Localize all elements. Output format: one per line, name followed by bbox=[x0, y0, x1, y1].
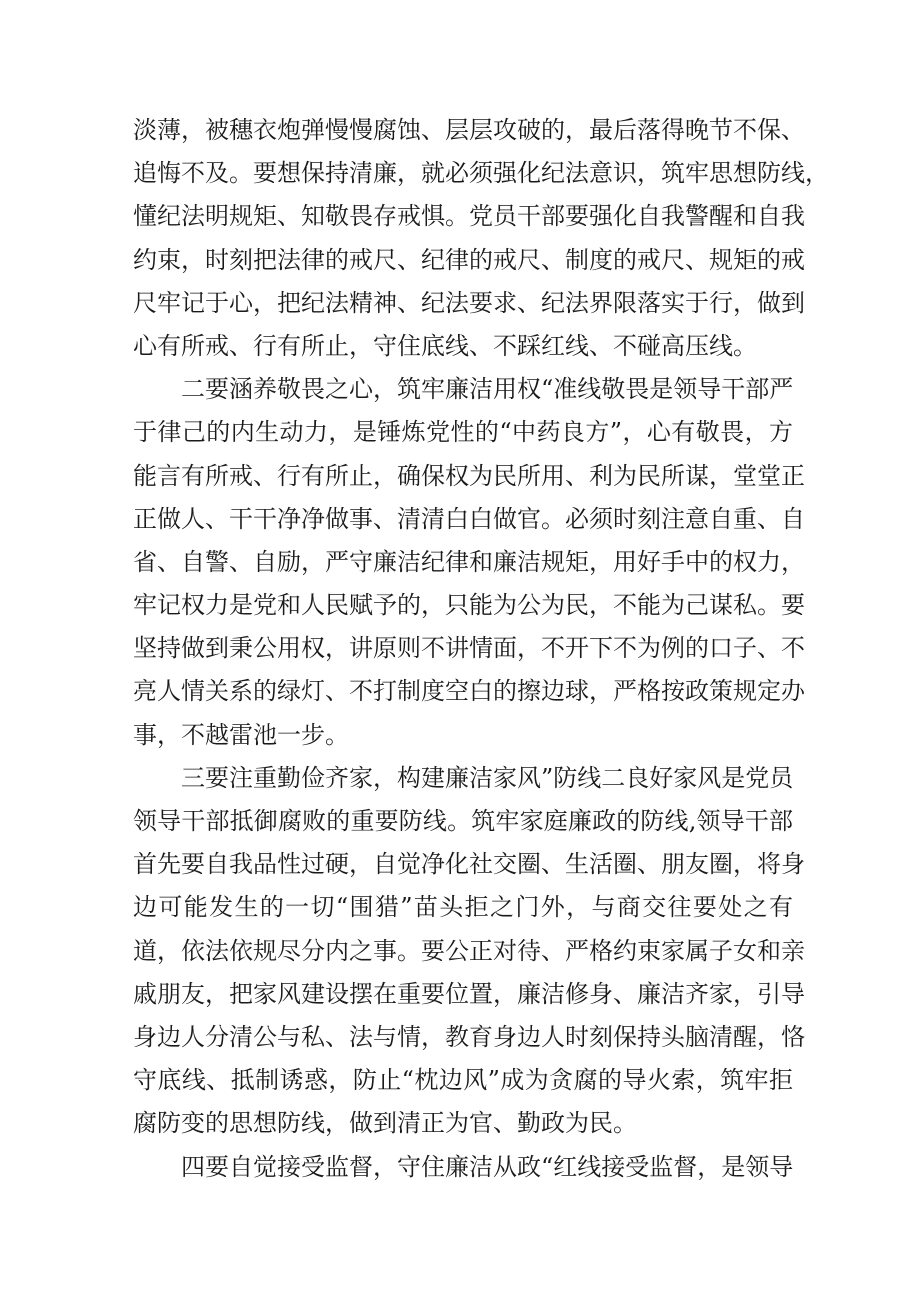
text-line: 懂纪法明规矩、知敬畏存戒惧。党员干部要强化自我警醒和自我 bbox=[133, 202, 805, 231]
text-line: 坚持做到秉公用权，讲原则不讲情面，不开下不为例的口子、不 bbox=[133, 634, 805, 663]
text-line: 于律己的内生动力，是锤炼党性的“中药良方”，心有敬畏，方 bbox=[133, 418, 793, 447]
paragraph-start-line: 二要涵养敬畏之心，筑牢廉洁用权“准线敬畏是领导干部严 bbox=[133, 375, 794, 404]
text-line: 腐防变的思想防线，做到清正为官、勤政为民。 bbox=[133, 1109, 637, 1138]
text-line: 追悔不及。要想保持清廉，就必须强化纪法意识，筑牢思想防线， bbox=[133, 159, 829, 188]
text-line: 约束，时刻把法律的戒尺、纪律的戒尺、制度的戒尺、规矩的戒 bbox=[133, 245, 805, 274]
text-line: 尺牢记于心，把纪法精神、纪法要求、纪法界限落实于行，做到 bbox=[133, 288, 805, 317]
text-line: 身边人分清公与私、法与情，教育身边人时刻保持头脑清醒，恪 bbox=[133, 1022, 805, 1051]
text-line: 省、自警、自励，严守廉洁纪律和廉洁规矩，用好手中的权力， bbox=[133, 547, 805, 576]
text-line: 道，依法依规尽分内之事。要公正对待、严格约束家属子女和亲 bbox=[133, 936, 805, 965]
text-line: 戚朋友，把家风建设摆在重要位置，廉洁修身、廉洁齐家，引导 bbox=[133, 979, 805, 1008]
text-line: 边可能发生的一切“围猎”苗头拒之门外，与商交往要处之有 bbox=[133, 893, 793, 922]
paragraph-start-line: 四要自觉接受监督，守住廉洁从政“红线接受监督，是领导 bbox=[133, 1152, 794, 1181]
body-text bbox=[133, 109, 829, 1189]
text-line: 能言有所戒、行有所止，确保权为民所用、利为民所谋，堂堂正 bbox=[133, 461, 805, 490]
text-line: 守底线、抵制诱惑，防止“枕边风”成为贪腐的导火索，筑牢拒 bbox=[133, 1066, 793, 1095]
text-line: 亮人情关系的绿灯、不打制度空白的擦边球，严格按政策规定办 bbox=[133, 677, 805, 706]
paragraph-start-line: 三要注重勤俭齐家，构建廉洁家风”防线二良好家风是党员 bbox=[133, 763, 794, 792]
text-line: 淡薄，被穗衣炮弹慢慢腐蚀、层层攻破的，最后落得晚节不保、 bbox=[133, 116, 805, 144]
text-line: 正做人、干干净净做事、清清白白做官。必须时刻注意自重、自 bbox=[133, 504, 805, 533]
text-line: 首先要自我品性过硬，自觉净化社交圈、生活圈、朋友圈，将身 bbox=[133, 850, 805, 879]
text-line: 牢记权力是党和人民赋予的，只能为公为民，不能为己谋私。要 bbox=[133, 591, 805, 620]
text-line: 领导干部抵御腐败的重要防线。筑牢家庭廉政的防线,领导干部 bbox=[133, 807, 793, 835]
text-line: 事，不越雷池一步。 bbox=[133, 720, 349, 749]
text-line: 心有所戒、行有所止，守住底线、不踩红线、不碰高压线。 bbox=[133, 331, 757, 360]
